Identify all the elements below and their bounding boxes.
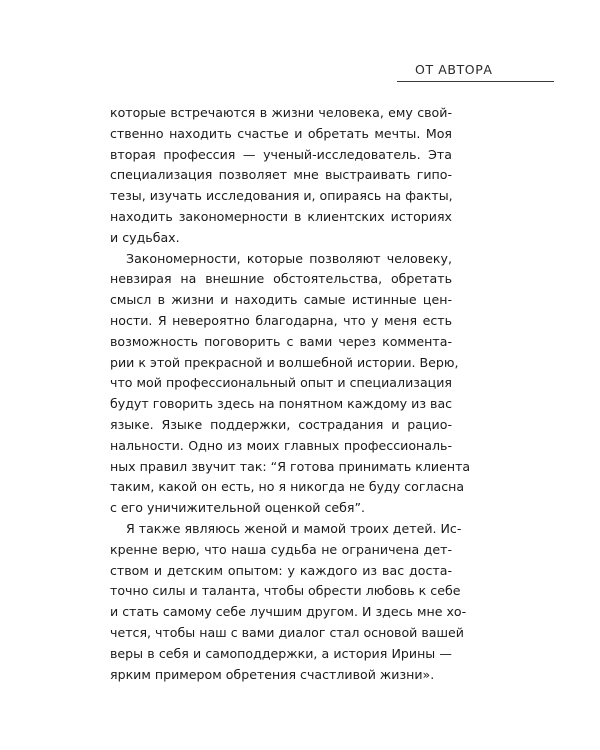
paragraph — [110, 249, 471, 519]
text-line: ности. Я невероятно благодарна, что у меня есть — [110, 312, 452, 328]
text-line: будут говорить здесь на понятном каждому из вас — [110, 396, 453, 412]
text-line: чется, чтобы наш с вами диалог стал основой вашей — [110, 624, 464, 640]
text-line: Закономерности, которые позволяют человеку, — [126, 250, 452, 266]
paragraph — [110, 519, 467, 685]
text-line: рии к этой прекрасной и волшебной истории. Верю, — [110, 354, 459, 370]
text-line: и судьбах. — [110, 229, 180, 245]
running-head — [397, 62, 554, 84]
text-line: нальности. Одно из моих главных профессиональ- — [110, 437, 452, 453]
text-line: ных правил звучит так: “Я готова принимать клиента — [110, 458, 471, 474]
text-line: таким, какой он есть, но я никогда не буду согласна — [110, 479, 465, 495]
text-line: и стать самому себе лучшим другом. И здесь мне хо- — [110, 604, 467, 620]
running-head-rule — [397, 81, 554, 82]
text-line: ством и детским опытом: у каждого из вас доста- — [110, 562, 452, 578]
text-line: Я также являюсь женой и мамой троих детей. Ис- — [126, 520, 462, 536]
text-body — [110, 103, 471, 685]
text-line: смысл в жизни и находить самые истинные цен- — [110, 292, 452, 308]
text-line: с его уничижительной оценкой себя”. — [110, 500, 366, 516]
text-line: невзирая на внешние обстоятельства, обретать — [110, 271, 452, 287]
text-line: находить закономерности в клиентских историях — [110, 208, 452, 224]
text-line: которые встречаются в жизни человека, ему свой- — [110, 105, 452, 120]
text-line: ярким примером обретения счастливой жизни». — [110, 666, 435, 682]
text-line: веры в себя и самоподдержки, а история Ирины — — [110, 645, 452, 661]
text-line: языке. Языке поддержки, сострадания и рацио- — [110, 416, 452, 432]
text-line: возможность поговорить с вами через коммента- — [110, 333, 452, 349]
running-head-title: ОТ АВТОРА — [415, 62, 493, 77]
text-line: специализация позволяет мне выстраивать гипо- — [110, 167, 452, 183]
text-line: что мой профессиональный опыт и специализация — [110, 375, 452, 391]
text-line: ственно находить счастье и обретать мечты. Моя — [110, 125, 452, 141]
paragraph — [110, 103, 452, 249]
text-line: точно силы и таланта, чтобы обрести любовь к себе — [110, 583, 461, 599]
text-line: кренне верю, что наша судьба не ограничена дет- — [110, 541, 452, 557]
text-line: тезы, изучать исследования и, опираясь на факты, — [110, 188, 453, 204]
text-line: вторая профессия — ученый-исследователь. Эта — [110, 146, 452, 162]
